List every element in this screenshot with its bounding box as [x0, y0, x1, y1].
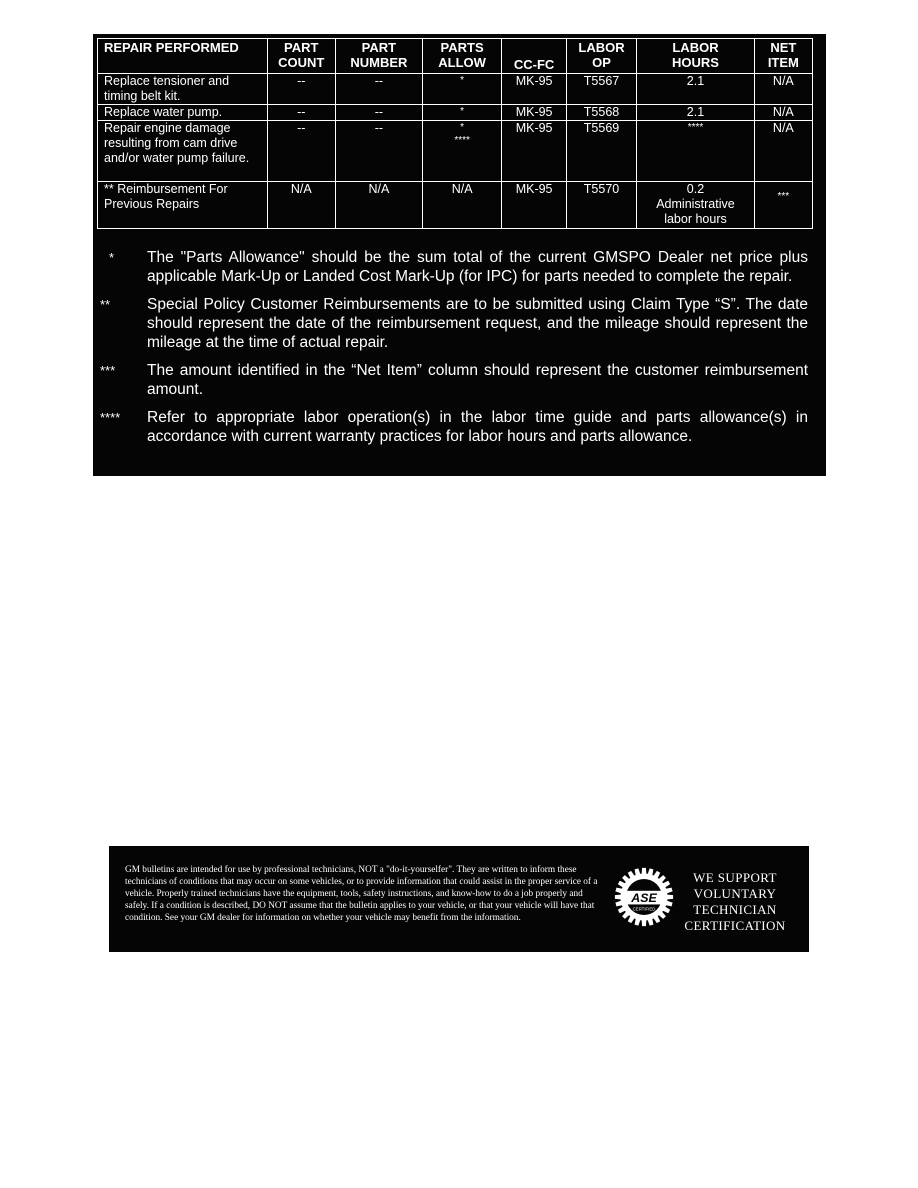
header-net-item: NET ITEM — [754, 39, 812, 74]
footnote — [93, 248, 826, 286]
repair-table — [97, 38, 813, 229]
table-row — [98, 182, 813, 229]
cell-net-item: N/A — [754, 105, 812, 121]
ase-certified-logo-icon — [613, 866, 675, 928]
cell-part-number: -- — [335, 74, 422, 105]
footnote-text: The "Parts Allowance" should be the sum total of the current GMSPO Dealer net price plus applicable Mark-Up or Landed Cost Mark-Up (for IPC) for parts needed to complete the repair. — [147, 249, 808, 285]
parts-allow-extra-mark: **** — [454, 135, 470, 146]
header-part-count: PART COUNT — [267, 39, 335, 74]
header-parts-allow: PARTS ALLOW — [422, 39, 502, 74]
cell-labor-hours: 2.1 — [637, 74, 754, 105]
cell-net-item — [754, 182, 812, 229]
cell-parts-allow — [422, 121, 502, 182]
table-row — [98, 121, 813, 182]
cell-labor-hours — [637, 121, 754, 182]
cell-part-count: -- — [267, 121, 335, 182]
cell-labor-op: T5567 — [566, 74, 636, 105]
cell-part-count: -- — [267, 74, 335, 105]
support-line: VOLUNTARY — [693, 886, 777, 901]
support-line: CERTIFICATION — [684, 918, 786, 933]
ase-logo-subtext: CERTIFIED — [632, 906, 656, 912]
footnote-text: Refer to appropriate labor operation(s) in the labor time guide and parts allowance(s) in accordance with current warranty practices for labor hours and parts allowance. — [147, 409, 808, 445]
header-labor-hours: LABOR HOURS — [637, 39, 754, 74]
support-line: TECHNICIAN — [693, 902, 777, 917]
ase-logo-text: ASE — [631, 890, 657, 905]
cell-part-count: -- — [267, 105, 335, 121]
cell-part-count: N/A — [267, 182, 335, 229]
repair-table-panel — [93, 34, 826, 476]
cell-repair: ** Reimbursement For Previous Repairs — [98, 182, 268, 229]
ase-logo-gear-tooth — [642, 868, 647, 875]
footnote-text: The amount identified in the “Net Item” column should represent the customer reimbursement amount. — [147, 362, 808, 398]
footnote-mark: **** — [100, 410, 121, 425]
cell-parts-allow — [422, 74, 502, 105]
parts-allow-mark: * — [460, 106, 465, 117]
cell-cc-fc: MK-95 — [502, 105, 566, 121]
ase-logo-gear-tooth — [615, 895, 622, 900]
footnote — [93, 295, 826, 352]
labor-hours-mark: **** — [687, 122, 704, 133]
ase-logo-gear-tooth — [666, 895, 673, 900]
support-line: WE SUPPORT — [693, 870, 777, 885]
cell-part-number: -- — [335, 105, 422, 121]
footnote — [93, 408, 826, 446]
cell-net-item: N/A — [754, 121, 812, 182]
cell-labor-op: T5568 — [566, 105, 636, 121]
bulletin-disclaimer-banner — [109, 846, 809, 952]
cell-labor-op: T5570 — [566, 182, 636, 229]
footnote-mark: ** — [100, 297, 111, 312]
cell-labor-hours: 0.2 Administrative labor hours — [637, 182, 754, 229]
net-item-mark: *** — [777, 191, 790, 202]
header-part-number: PART NUMBER — [335, 39, 422, 74]
cell-parts-allow: N/A — [422, 182, 502, 229]
footnote-text: Special Policy Customer Reimbursements are to be submitted using Claim Type “S”. The date should represent the date of the reimbursement request, and the mileage should represent the mileage at the time of actual repair. — [147, 296, 808, 351]
footnotes — [93, 248, 826, 455]
parts-allow-mark: * — [460, 122, 465, 133]
footnote-mark: * — [109, 250, 115, 265]
cell-cc-fc: MK-95 — [502, 182, 566, 229]
parts-allow-mark: * — [460, 75, 465, 86]
footnote — [93, 361, 826, 399]
cell-repair: Replace tensioner and timing belt kit. — [98, 74, 268, 105]
table-row — [98, 105, 813, 121]
cell-cc-fc: MK-95 — [502, 74, 566, 105]
cell-repair: Replace water pump. — [98, 105, 268, 121]
header-labor-op: LABOR OP — [566, 39, 636, 74]
cell-part-number: N/A — [335, 182, 422, 229]
cell-parts-allow — [422, 105, 502, 121]
footnote-mark: *** — [100, 363, 116, 378]
support-statement — [675, 870, 795, 934]
cell-labor-op: T5569 — [566, 121, 636, 182]
header-cc-fc: CC-FC — [502, 39, 566, 74]
header-repair-performed: REPAIR PERFORMED — [98, 39, 268, 74]
table-header-row — [98, 39, 813, 74]
cell-labor-hours: 2.1 — [637, 105, 754, 121]
ase-logo-gear-tooth — [642, 919, 647, 926]
disclaimer-text: GM bulletins are intended for use by professional technicians, NOT a "do-it-yourselfer". They are written to inform these technicians of conditions that may occur on some vehicles, or to provide information that could assist in the proper service of a vehicle. Properly trained technicians have the equipment, tools, safety instructions, and know-how to do a job properly and safely. If a condition is described, DO NOT assume that the bulletin applies to your vehicle, or that your vehicle will have that condition. See your GM dealer for information on whether your vehicle may benefit from the information. — [125, 865, 598, 923]
cell-part-number: -- — [335, 121, 422, 182]
cell-repair: Repair engine damage resulting from cam drive and/or water pump failure. — [98, 121, 268, 182]
table-row — [98, 74, 813, 105]
cell-cc-fc: MK-95 — [502, 121, 566, 182]
cell-net-item: N/A — [754, 74, 812, 105]
